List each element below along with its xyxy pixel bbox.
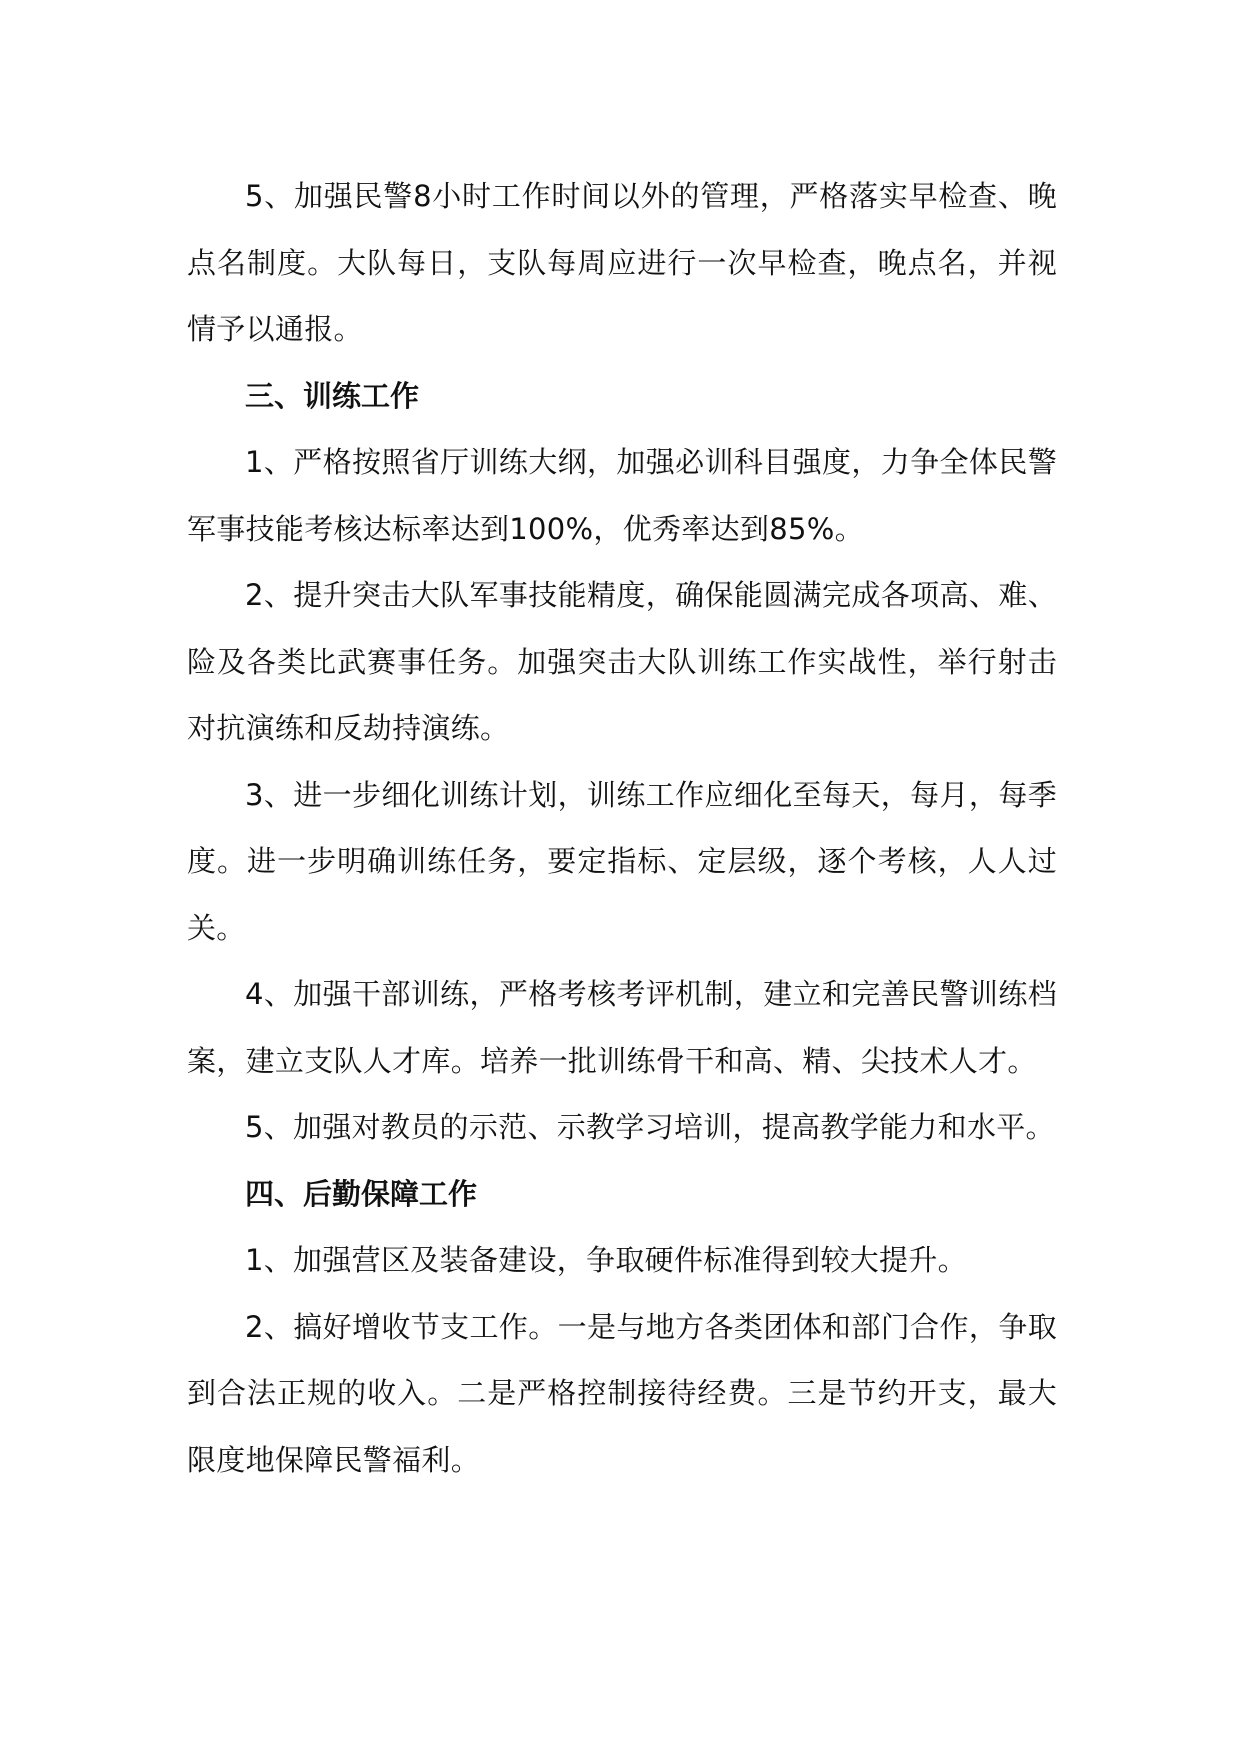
paragraph-training-4: 4、加强干部训练，严格考核考评机制，建立和完善民警训练档案，建立支队人才库。培养一批训练骨干和高、精、尖技术人才。 (187, 977, 1057, 1078)
paragraph-training-5: 5、加强对教员的示范、示教学习培训，提高教学能力和水平。 (245, 1110, 1055, 1144)
paragraph-training-3: 3、进一步细化训练计划，训练工作应细化至每天，每月，每季度。进一步明确训练任务，要定指标、定层级，逐个考核，人人过关。 (187, 777, 1057, 945)
document-body (187, 163, 1057, 1493)
paragraph-logistics-2: 2、搞好增收节支工作。一是与地方各类团体和部门合作，争取到合法正规的收入。二是严格控制接待经费。三是节约开支，最大限度地保障民警福利。 (187, 1309, 1057, 1477)
paragraph-logistics-1: 1、加强营区及装备建设，争取硬件标准得到较大提升。 (245, 1243, 967, 1277)
paragraph-rule-5-after-hours: 5、加强民警8小时工作时间以外的管理，严格落实早检查、晚点名制度。大队每日，支队每周应进行一次早检查，晚点名，并视情予以通报。 (187, 179, 1057, 346)
paragraph-training-2: 2、提升突击大队军事技能精度，确保能圆满完成各项高、难、险及各类比武赛事任务。加强突击大队训练工作实战性，举行射击对抗演练和反劫持演练。 (187, 578, 1057, 745)
section-heading-training: 三、训练工作 (245, 378, 420, 413)
section-heading-logistics: 四、后勤保障工作 (245, 1176, 478, 1211)
paragraph-training-1: 1、严格按照省厅训练大纲，加强必训科目强度，力争全体民警军事技能考核达标率达到100%，优秀率达到85%。 (187, 445, 1057, 546)
